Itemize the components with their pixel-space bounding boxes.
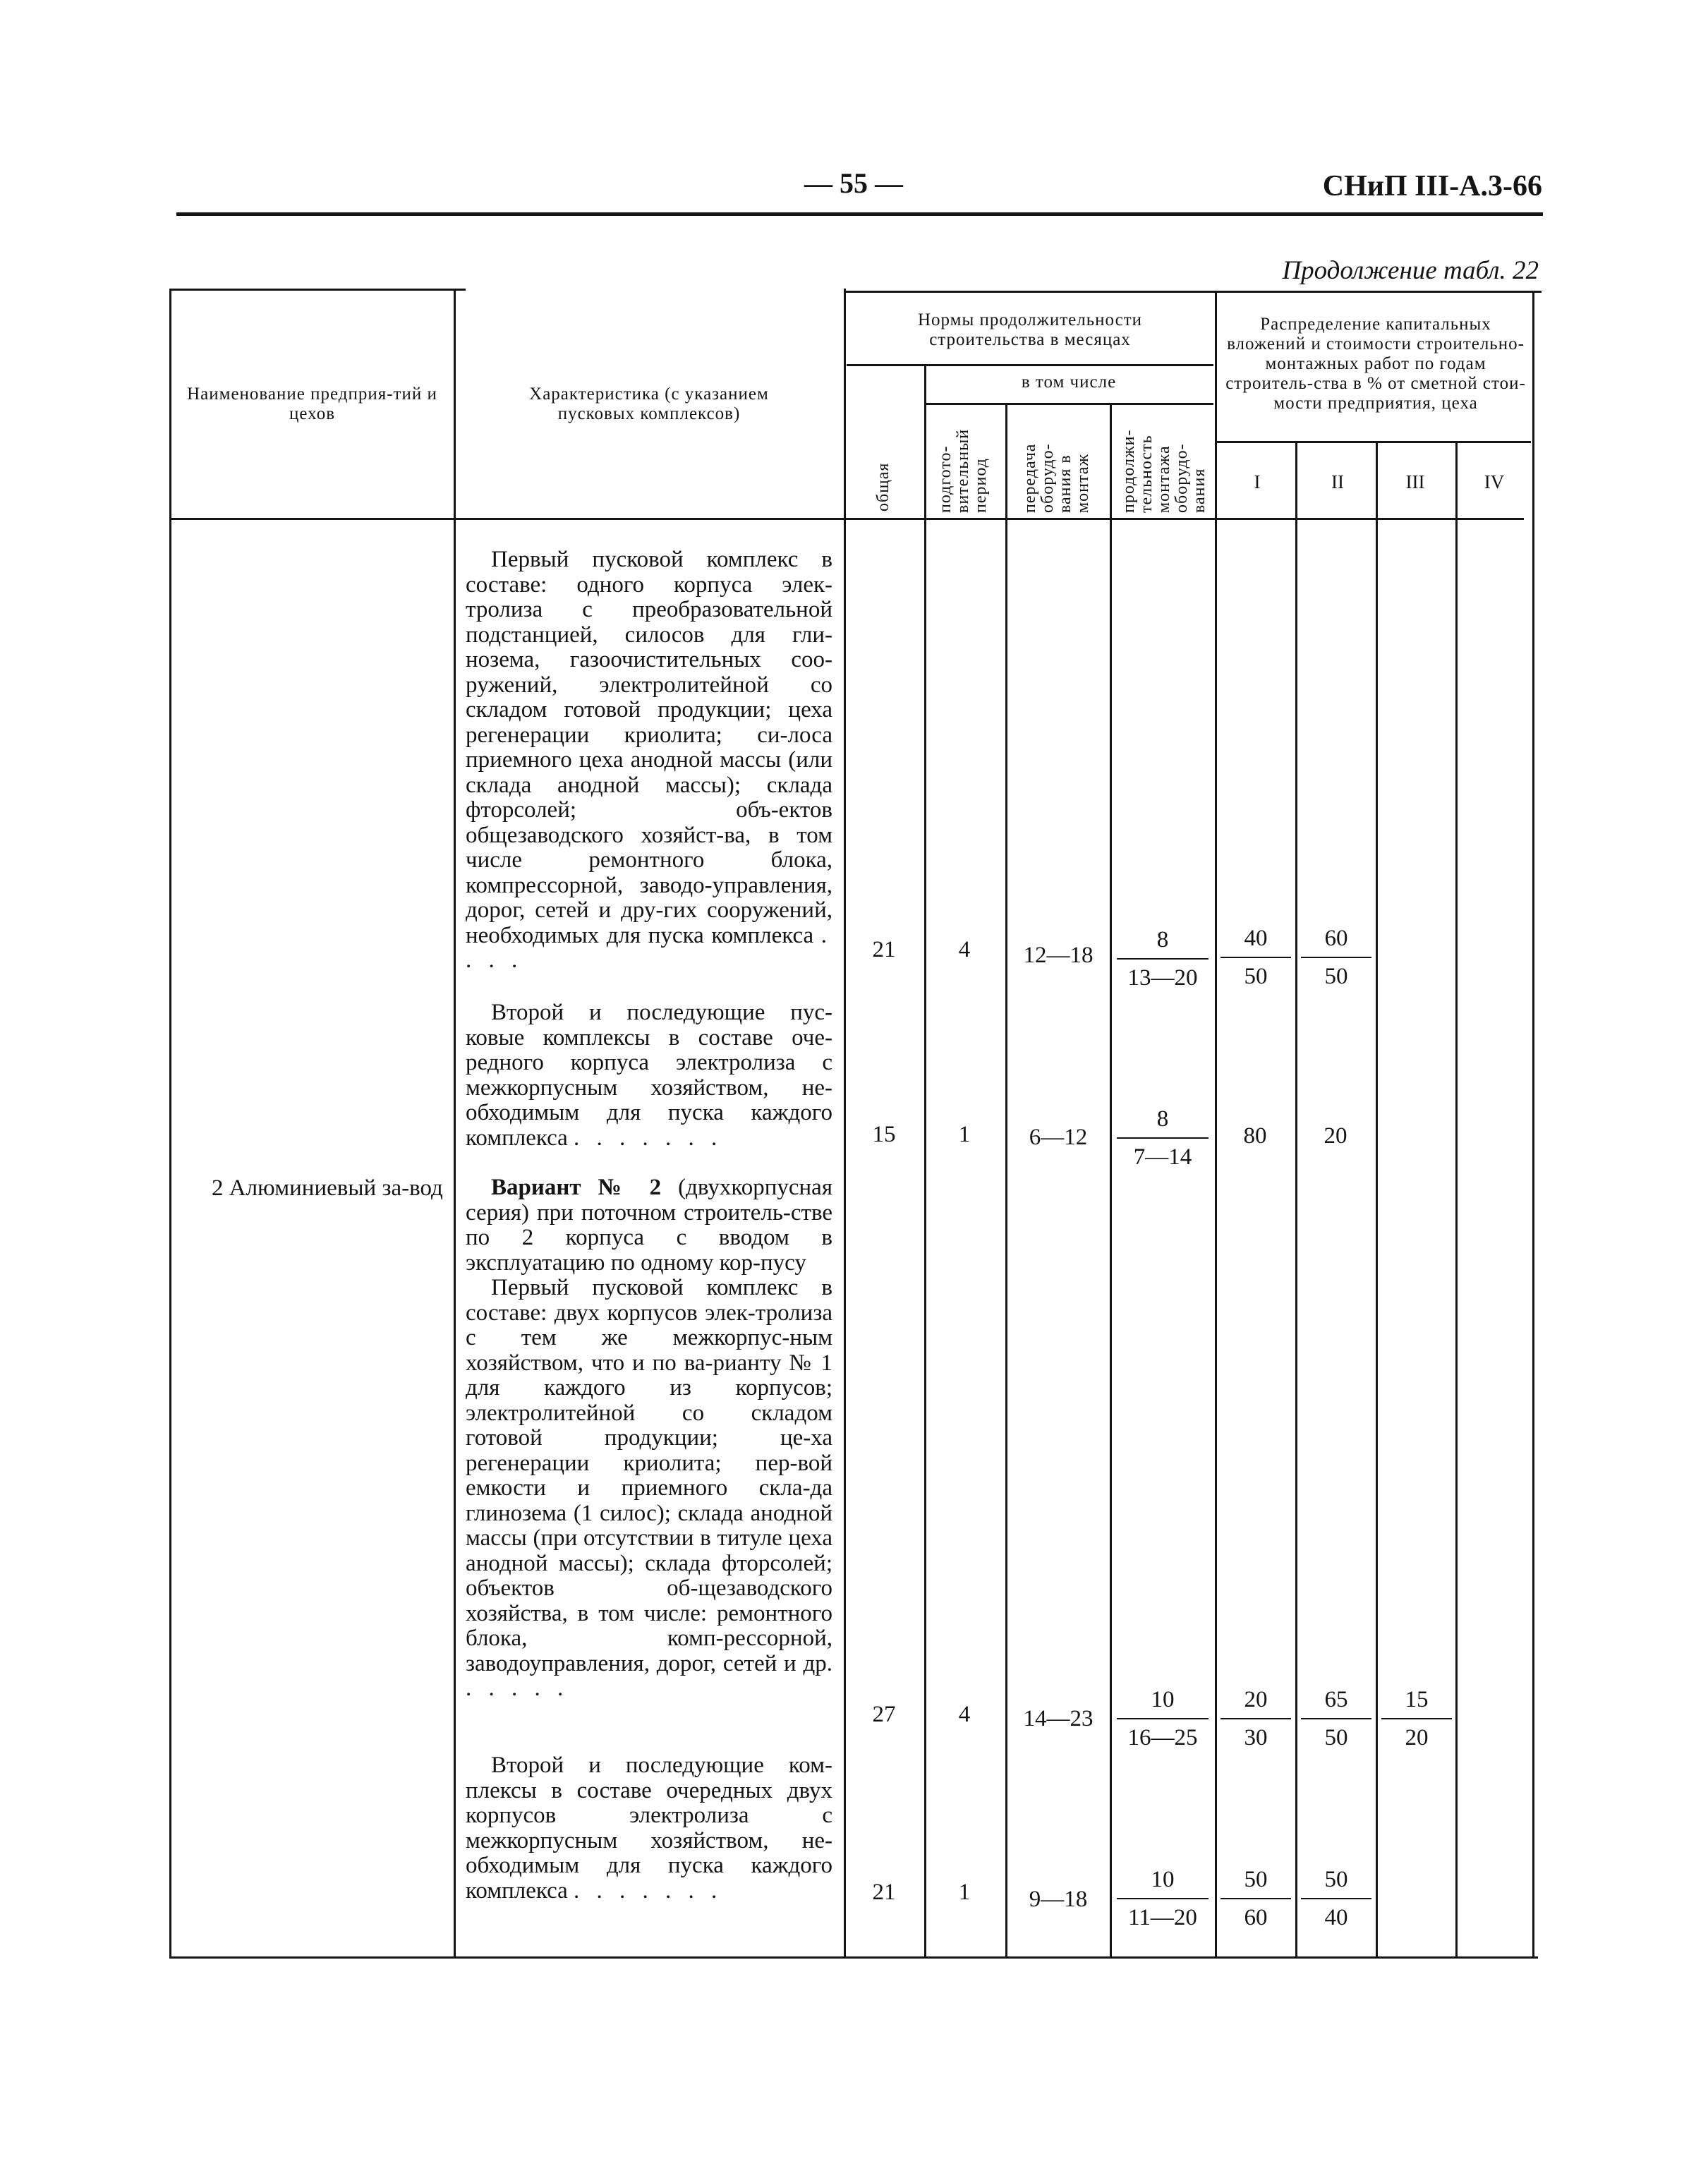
header-bottom-rule [169, 518, 1524, 520]
row-4-install [1110, 1867, 1216, 1930]
row-3-year-3-top: 15 [1381, 1687, 1452, 1719]
header-rule-norms [847, 364, 1213, 366]
row-3-year-1 [1213, 1687, 1298, 1750]
row-4-dots: . . . . . . . [574, 1877, 723, 1904]
row-2-prep: 1 [958, 1122, 971, 1147]
row-1-text: Первый пусковой комплекс в составе: одного корпуса элек-тролиза с преобразовательной подстанцией, силосов для гли-нозема, газоочистительных соо-ружений, электролитейной со складом готовой продукции; цеха регенерации криолита; си-лоса приемного цеха анодной массы (или склада анодной массы); склада фторсолей; объ-ектов общезаводского хозяйст-ва, в том числе ремонтного блока, компрессорной, заводо-управления, дорог, сетей и дру-гих сооружений, необходимых для пуска комплекса [466, 547, 832, 948]
row-2-install-bottom: 7—14 [1133, 1144, 1192, 1170]
header-equipment-transfer: передача оборудо-вания в монтаж [1021, 443, 1092, 513]
row-1-year-1 [1213, 926, 1298, 989]
row-2-dots: . . . . . . . [574, 1125, 723, 1151]
row-3-year-1-bottom: 30 [1244, 1725, 1268, 1750]
header-year-3: III [1405, 471, 1425, 492]
header-including: в том числе [1021, 373, 1117, 392]
header-year-2: II [1331, 471, 1344, 492]
row-4-total: 21 [872, 1880, 896, 1905]
row-4-prep: 1 [958, 1880, 971, 1905]
header-year-1: I [1254, 471, 1261, 492]
header-year-4: IV [1484, 471, 1505, 492]
row-3-prep: 4 [958, 1702, 971, 1727]
row-1-year-2-top: 60 [1301, 926, 1371, 958]
row-4-install-top: 10 [1117, 1867, 1209, 1899]
row-4-text: Второй и последующие ком-плексы в составе очередных двух корпусов электролиза с межкорпусным хозяйством, не-обходимым для пуска каждого комплекса [466, 1753, 832, 1904]
row-2-description [466, 1000, 832, 1151]
row-2-transfer: 6—12 [1029, 1125, 1088, 1150]
table-bottom-rule [169, 1956, 1538, 1959]
row-1-total: 21 [872, 937, 896, 962]
row-4-install-bottom: 11—20 [1128, 1905, 1197, 1930]
header-characteristic: Характеристика (с указанием пусковых комплексов) [529, 385, 769, 423]
enterprise-name: 2 Алюминиевый за-вод [212, 1175, 443, 1201]
row-1-transfer: 12—18 [1023, 943, 1094, 968]
row-4-transfer: 9—18 [1029, 1887, 1088, 1912]
header-investment-distribution: Распределение капитальных вложений и стоимости строительно-монтажных работ по годам строитель-ства в % от сметной стои-мости предприятия, цеха [1225, 315, 1526, 413]
row-3-year-3 [1374, 1687, 1459, 1750]
row-1-install-bottom: 13—20 [1127, 965, 1198, 991]
row-1-year-1-bottom: 50 [1244, 964, 1268, 989]
row-4-year-2-bottom: 40 [1324, 1905, 1348, 1930]
row-2-total: 15 [872, 1122, 896, 1147]
document-code: СНиП III-А.3-66 [1322, 170, 1542, 202]
row-3-total: 27 [872, 1702, 896, 1727]
row-2-install [1110, 1106, 1216, 1170]
row-4-year-1 [1213, 1867, 1298, 1930]
row-3-text: Первый пусковой комплекс в составе: двух корпусов элек-тролиза с тем же межкорпус-ным хозяйством, что и по ва-рианту № 1 для каждого из корпусов; электролитейной со складом готовой продукции; це-ха регенерации криолита; пер-вой емкости и приемного скла-да глинозема (1 силос); склада анодной массы (при отсутствии в титуле цеха анодной массы); склада фторсолей; объектов об-щезаводского хозяйства, в том числе: ремонтного блока, комп-рессорной, заводоуправления, дорог, сетей и др. [466, 1275, 832, 1676]
row-1-year-1-top: 40 [1221, 926, 1291, 958]
row-1-install [1110, 927, 1216, 991]
row-3-install-bottom: 16—25 [1127, 1725, 1198, 1750]
header-duration-norms: Нормы продолжительности строительства в месяцах [917, 310, 1143, 349]
row-1-year-2 [1294, 926, 1379, 989]
header-total: общая [874, 462, 892, 512]
row-4-year-1-top: 50 [1221, 1867, 1291, 1899]
row-1-year-2-bottom: 50 [1324, 964, 1348, 989]
row-3-transfer: 14—23 [1023, 1706, 1094, 1731]
row-1-prep: 4 [958, 937, 971, 962]
row-3-year-2 [1294, 1687, 1379, 1750]
row-4-description [466, 1753, 832, 1904]
column-divider [1005, 403, 1007, 1956]
table-top-border [169, 289, 466, 291]
row-3-year-2-top: 65 [1301, 1687, 1371, 1719]
row-3-dots: . . . . . [466, 1676, 569, 1701]
row-2-install-top: 8 [1117, 1106, 1209, 1139]
variant-2-text: (двухкорпусная серия) при поточном строитель-стве по 2 корпуса с вводом в эксплуатацию по одному кор-пусу [466, 1175, 832, 1276]
row-1-dots: . . . . [466, 922, 833, 973]
row-3-description [466, 1175, 832, 1702]
column-divider [454, 289, 456, 1956]
row-1-install-top: 8 [1117, 927, 1209, 960]
header-rule [176, 212, 1543, 216]
row-4-year-2 [1294, 1867, 1379, 1930]
header-rule-years [1217, 441, 1531, 443]
row-3-install-top: 10 [1117, 1687, 1209, 1719]
row-3-year-1-top: 20 [1221, 1687, 1291, 1719]
header-installation-duration: продолжи-тельность монтажа оборудо-вания [1120, 429, 1209, 513]
table-continuation-label: Продолжение табл. 22 [1282, 256, 1539, 285]
row-4-year-2-top: 50 [1301, 1867, 1371, 1899]
table-top-border [844, 291, 1542, 293]
header-preparatory-period: подгото-вительный период [936, 428, 990, 513]
page-number: — 55 — [804, 167, 903, 199]
variant-2-title: Вариант № 2 [491, 1175, 662, 1200]
row-3-install [1110, 1687, 1216, 1750]
row-2-year-2: 20 [1324, 1123, 1347, 1149]
header-rule-including [924, 403, 1213, 405]
row-2-year-1: 80 [1243, 1123, 1267, 1149]
row-4-year-1-bottom: 60 [1244, 1905, 1268, 1930]
table-left-border [169, 289, 171, 1956]
row-1-description [466, 547, 832, 974]
row-3-year-2-bottom: 50 [1324, 1725, 1348, 1750]
row-2-text: Второй и последующие пус-ковые комплексы в составе оче-редного корпуса электролиза с межкорпусным хозяйством, не-обходимым для пуска каждого комплекса [466, 1000, 832, 1151]
row-3-year-3-bottom: 20 [1405, 1725, 1429, 1750]
table-right-border [1532, 291, 1534, 1956]
header-enterprise-name: Наименование предприя-тий и цехов [187, 385, 437, 423]
